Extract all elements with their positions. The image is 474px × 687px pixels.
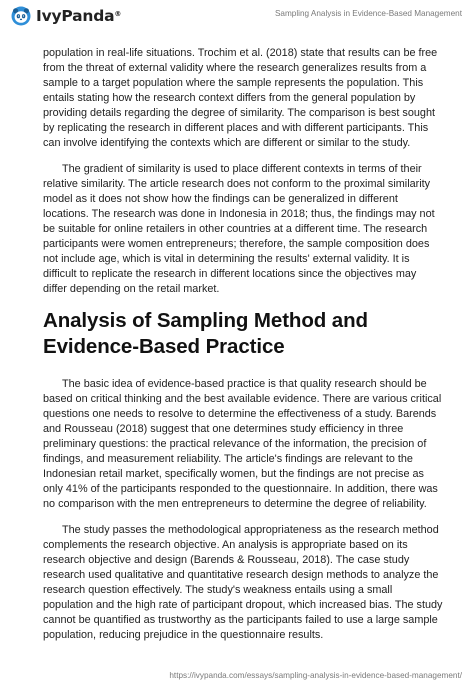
panda-logo-icon bbox=[11, 6, 31, 26]
paragraph-2: The gradient of similarity is used to place different contexts in terms of their relative similarity. The article research does not conform to the proximal similarity model as it does not show how the findings can be generalized in different locations. The research was done in Indonesia in 2018; thus, the findings may not be suitable for online retailers in other countries at a different time. The research participants were women entrepreneurs; therefore, the sample composition does not include age, which is vital in determining the results' external validity. It is difficult to replicate the research in different locations since the objectives may differ depending on the retail market. bbox=[43, 163, 435, 295]
page-header bbox=[0, 0, 474, 34]
section-paragraph-2: The study passes the methodological appropriateness as the research method complements the research objective. An analysis is appropriate based on its research objective and design (Barends & Rousseau, 2018). The case study research used qualitative and quantitative research design methods to analyze the research question effectively. The study's weakness entails using a small population and the high rate of participant dropout, which increased bias. The study cannot be quantified as trustworthy as the participants failed to use a large sample population, reducing prejudice in the questionnaire results. bbox=[43, 524, 443, 641]
logo-text: IvyPanda® bbox=[36, 7, 122, 25]
section-paragraph-1: The basic idea of evidence-based practice is that quality research should be based on critical thinking and the best available evidence. There are various critical questions one needs to resolve to determine the effectiveness of a study. Barends and Rousseau (2018) suggest that one determines study efficiency in three preliminary questions: the practical relevance of the information, the precision of findings, and measurement reliability. The article's findings are relevant to the Indonesian retail market, specifically women, but the findings are not precise as only 41% of the participants responded to the questionnaire. In addition, there was no comparison with the men entrepreneurs to determine the degree of reliability. bbox=[43, 378, 442, 510]
source-url[interactable]: https://ivypanda.com/essays/sampling-analysis-in-evidence-based-management/ bbox=[169, 671, 462, 680]
ivypanda-logo[interactable] bbox=[11, 6, 121, 26]
paragraph-1: population in real-life situations. Trochim et al. (2018) state that results can be free from the threat of external validity where the research generalizes results from a sample to a target population where the sample represents the population. This entails stating how the research context differs from the general population by providing details regarding the degree of similarity. The comparison is best sought by replicating the research in different places and with different participants. This can involve identifying the contexts which are different or similar to the study. bbox=[43, 47, 438, 149]
document-title: Sampling Analysis in Evidence-Based Management bbox=[274, 9, 462, 18]
section-heading: Analysis of Sampling Method and Evidence-Based Practice bbox=[43, 309, 368, 358]
essay-content bbox=[43, 46, 443, 654]
